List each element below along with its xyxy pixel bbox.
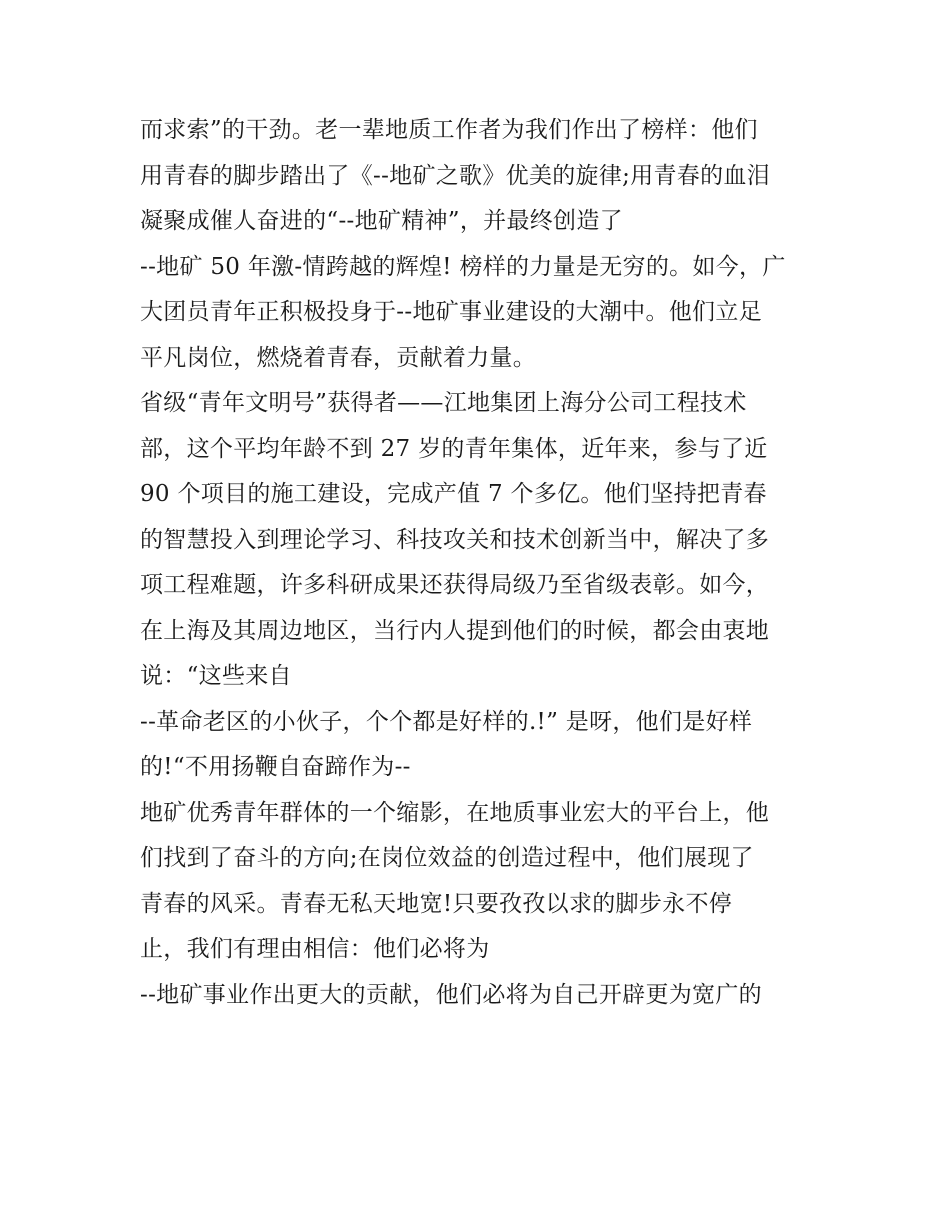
text-line: 项工程难题，许多科研成果还获得局级乃至省级表彰。如今， (140, 572, 770, 598)
text-line: 凝聚成催人奋进的“--地矿精神”，并最终创造了 (140, 208, 623, 234)
body-text (140, 108, 830, 1018)
text-line: 大团员青年正积极投身于--地矿事业建设的大潮中。他们立足 (140, 299, 762, 325)
text-line: 地矿优秀青年群体的一个缩影，在地质事业宏大的平台上，他 (140, 799, 770, 826)
text-line: 用青春的脚步踏出了《--地矿之歌》优美的旋律;用青春的血泪 (140, 162, 770, 189)
text-line: 们找到了奋斗的方向;在岗位效益的创造过程中，他们展现了 (140, 845, 754, 871)
text-line: --地矿 50 年激-情跨越的辉煌! 榜样的力量是无穷的。如今，广 (140, 253, 786, 280)
text-line: 省级“青年文明号”获得者——江地集团上海分公司工程技术 (140, 390, 747, 416)
text-line: 平凡岗位，燃烧着青春，贡献着力量。 (140, 344, 537, 371)
text-line: 部，这个平均年龄不到 27 岁的青年集体，近年来，参与了近 (140, 435, 768, 462)
text-line: 止，我们有理由相信：他们必将为 (140, 936, 490, 962)
text-line: 90 个项目的施工建设，完成产值 7 个多亿。他们坚持把青春 (140, 481, 767, 507)
text-line: --地矿事业作出更大的贡献，他们必将为自己开辟更为宽广的 (140, 981, 762, 1008)
text-line: --革命老区的小伙子，个个都是好样的.!” 是呀，他们是好样 (140, 708, 753, 735)
text-line: 而求索”的干劲。老一辈地质工作者为我们作出了榜样：他们 (140, 117, 758, 143)
text-line: 在上海及其周边地区，当行内人提到他们的时候，都会由衷地 (140, 617, 770, 644)
text-line: 说：“这些来自 (140, 663, 292, 689)
text-line: 的!“不用扬鞭自奋蹄作为-- (140, 754, 411, 780)
text-line: 的智慧投入到理论学习、科技攻关和技术创新当中，解决了多 (140, 526, 770, 553)
text-line: 青春的风采。青春无私天地宽!只要孜孜以求的脚步永不停 (140, 890, 733, 917)
